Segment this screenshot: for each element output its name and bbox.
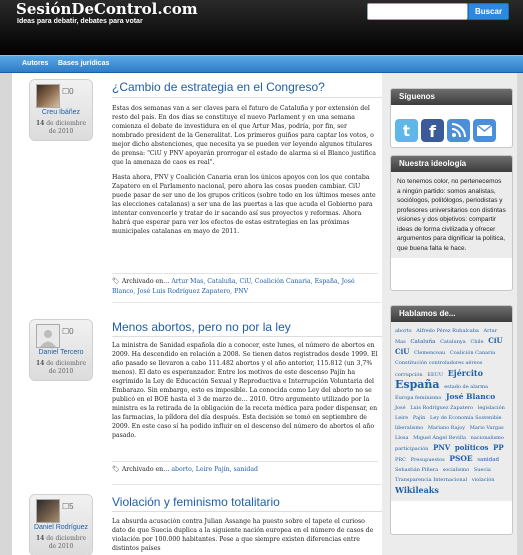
post-tag-links[interactable]: aborto, Leire Pajín, sanidad [171,466,258,473]
facebook-icon[interactable] [421,119,444,142]
tag-link[interactable]: PP [493,443,504,452]
post-meta [30,80,92,140]
content-panel [12,73,517,555]
post-date: 14 de diciembre de 2010 [35,360,87,375]
follow-widget [390,88,513,148]
tag-cloud-widget [390,305,513,535]
post-paragraph: La absurda acusación contra Julian Assange ha puesto sobre el tapete el curioso dato de que Suecia duplica a la siguiente nación europea en el número de casos de violación por 100.000 habitantes. Pese a que siempre existen diferencias entre distintos países [112,518,374,552]
tag-link[interactable]: Chile [470,339,484,345]
post-paragraph: La ministra de Sanidad española dio a conocer, este lunes, el número de abortos en 2009. Ha descendido en relación a 2008. Se tienen datos registrados desde 1999. El año pasado se llevaron a cabo 111.482 abortos y el año anterior, 115.812 (un 3,7% menos). El dato es esperanzador. Entre los motivos de este descenso Pajín ha esgrimido la Ley de Educación Sexual y Reproductiva e Interrupción Voluntaria del Embarazo. Sin embargo, esto es imposible. La conocida como Ley del aborto no se publicó en el BOE hasta el 3 de marzo de… 2010. Otro argumento utilizado por la ministra es la retirada de la obligación de la receta médica para poder dispensar, en las farmacias, la píldora del día después. Esta decisión se tomó en septiembre de 2009. En este caso sí ha podido influir en el descenso del número de abortos el año pasado. [112,342,378,439]
ideology-widget [390,155,513,291]
search-input[interactable] [367,3,468,20]
filed-label: Archivado en… [121,466,170,473]
tag-link[interactable]: Mario Vargas [469,425,504,431]
svg-text:t: t [402,122,411,140]
widget-title: Síguenos [391,89,512,105]
site-title[interactable]: SesiónDeControl.com [16,0,198,18]
ideology-text: No tenemos color, no pertenecemos a ningún partido: somos analistas, sociólogos, politólogos, periodistas y profesores universitarios con distintas visiones y dos objetivos: compartir ideas de forma civilizada y ofrecer argumentos para dignificar la política, que buena falta le hace. [391,172,512,258]
tag-link[interactable]: Catalunya [440,339,466,345]
tag-link[interactable]: Llosa [395,435,409,441]
tag-link[interactable]: Pajín [412,415,426,421]
tag-link[interactable]: Ejército [447,368,483,378]
post-paragraph: Hasta ahora, PNV y Coalición Canaria eran los únicos apoyos con los que contaba Zapatero en el Parlamento nacional, pero ahora las cosas pueden cambiar. CiU puede pasar de ser uno de los grupos críticos (sobre todo en los últimos meses ante las elecciones catalanas) a ser una de las puertas a las que acuda el Gobierno para intentar convencerle y tratar de ir sacando así sus proyectos y reformas. Ahora habrá que esperar para ver los efectos de estas estrategias en las próximas municipales catalanas en mayo de 2011. [112,174,376,235]
tag-link[interactable]: Artur Mas [395,328,498,345]
post-date: 14 de diciembre de 2010 [35,535,87,550]
comment-count[interactable]: ☐5 [62,502,74,511]
tag-link[interactable]: PRC [395,457,406,463]
post-date: 14 de diciembre de 2010 [35,120,87,135]
tag-link[interactable]: Mariano Rajoy [427,425,466,431]
divider [112,97,382,98]
divider [112,511,382,512]
widget-title: Hablamos de... [391,306,512,322]
nav-item-autores[interactable]: Autores [22,60,49,67]
post-tags [112,461,378,475]
tag-link[interactable]: Transparencia Internacional [395,477,468,483]
post-body [112,517,378,555]
post-title[interactable]: Menos abortos, pero no por la ley [112,320,291,334]
post-body [112,341,378,446]
comment-count[interactable]: ☐0 [62,87,74,96]
tag-link[interactable]: estado de alarma [444,384,488,390]
post-title[interactable]: Violación y feminismo totalitario [112,495,280,509]
tag-link[interactable]: Europa feminismo [395,395,442,401]
tag-link[interactable]: CiU [395,347,410,356]
tag-link[interactable]: Alfredo Pérez Rubalcaba [416,328,479,334]
tag-link[interactable]: Suecia [473,467,491,473]
post-author[interactable]: Creu Ibáñez [41,109,81,116]
comment-count[interactable]: ☐0 [62,327,74,336]
main-nav [0,55,523,73]
tag-link[interactable]: sanidad [477,457,500,463]
site-tagline: Ideas para debatir, debates para votar [17,18,143,25]
avatar[interactable] [36,499,60,523]
tag-icon: 🏷 [112,278,120,285]
tag-link[interactable]: participación [395,446,429,452]
tag-link[interactable]: PNV [433,443,451,452]
post-meta [30,495,92,555]
avatar[interactable] [36,324,60,348]
rss-icon[interactable] [447,119,470,142]
comment-icon: ☐ [62,502,70,511]
avatar[interactable] [36,84,60,108]
tag-link[interactable]: corrupción [395,372,423,378]
tag-link[interactable]: socialismo [442,467,470,473]
tag-link[interactable]: Luis Rodríguez Zapatero [410,405,474,411]
tag-link[interactable]: aborto [395,328,412,334]
twitter-icon[interactable] [395,119,418,142]
nav-item-bases-juridicas[interactable]: Bases jurídicas [58,60,110,67]
tag-link[interactable]: José Blanco [445,392,496,401]
tag-cloud [391,322,512,501]
post-tags [112,273,378,297]
tag-link[interactable]: nacionalismo [470,435,504,441]
post-author[interactable]: Daniel Tercero [38,349,84,356]
search-button[interactable]: Buscar [468,3,509,20]
tag-icon: 🏷 [112,466,120,473]
tag-link[interactable]: Miguel Ángel Revilla [413,435,466,441]
tag-link[interactable]: Sebastián Piñera [395,467,439,473]
tag-link[interactable]: José [395,405,406,411]
divider [112,484,382,485]
tag-link[interactable]: Cataluña [410,339,436,345]
post-tag-links[interactable]: Artur Mas, Cataluña, CiU, Coalición Canaria, España, José Blanco, José Luis Rodríguez Zapatero, PNV [112,278,355,295]
post-author[interactable]: Daniel Rodríguez [33,524,89,531]
tag-link[interactable]: España [395,378,440,391]
site-header [0,0,523,55]
tag-link[interactable]: Wikileaks [395,485,439,495]
tag-link[interactable]: violación [471,477,495,483]
post-title[interactable]: ¿Cambio de estrategia en el Congreso? [112,80,325,94]
divider [112,302,382,303]
comment-icon: ☐ [62,87,70,96]
comment-icon: ☐ [62,327,70,336]
tag-link[interactable]: Presupuestos [410,457,445,463]
tag-link[interactable]: PSOE [449,454,473,463]
tag-link[interactable]: Ley de Economía Sostenible [430,415,502,421]
post-paragraph: Estas dos semanas van a ser claves para el futuro de Cataluña y por extensión del resto del país. En dos días se constituye el nuevo Parlament y en una semana comienza el debate de investidura en el que Artur Mas, podría, por fin, ser nombrado president de la Generalitat. Los primeros guiños para captar los votos, o mejor dicho abstenciones, que necesita ya se pueden ver leyendo algunos titulares de prensa: "CiU y PNV apoyarán prorrogar el estado de alarma si el Blanco justifica que la amenaza de caos es real". [112,105,376,166]
post-body [112,104,378,242]
tag-link[interactable]: Coalición Canaria [449,350,496,356]
tag-link[interactable]: Constitución controladores aéreos [395,360,483,366]
tag-link[interactable]: Leire [395,415,409,421]
tag-link[interactable]: políticos [454,443,489,452]
email-icon[interactable] [473,119,496,142]
filed-label: Archivado en… [121,278,170,285]
tag-link[interactable]: CiU [488,336,503,345]
tag-link[interactable]: Clemenceau [414,350,446,356]
svg-text:f: f [429,122,436,141]
post-meta [30,320,92,380]
divider [112,336,382,337]
tag-link[interactable]: liberalismo [395,425,424,431]
tag-link[interactable]: EEUU [427,372,444,378]
widget-title: Nuestra ideología [391,156,512,172]
tag-link[interactable]: legislación [477,405,505,411]
